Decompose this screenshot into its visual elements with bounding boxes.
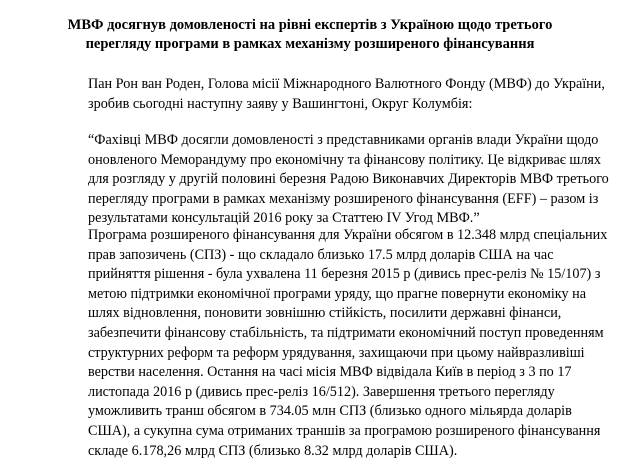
text-line: “Фахівці МВФ досягли домовленості з представниками органів влади України щодо: [88, 132, 599, 148]
text-line: Програма розширеного фінансування для України обсягом в 12.348 млрд спеціальних: [88, 227, 608, 243]
text-line: шлях відновлення, поновити зовнішню стійкість, посилити державні фінанси,: [88, 305, 562, 322]
text-line: Пан Рон ван Роден, Голова місії Міжнародного Валютного Фонду (МВФ) до України,: [88, 76, 605, 92]
title-line: МВФ досягнув домовленості на рівні експертів з Україною щодо третього: [67, 17, 553, 33]
text-line: США), а сукупна сума отриманих траншів за програмою розширеного фінансування: [88, 422, 601, 439]
text-line: складе 6.178,26 млрд СПЗ (близько 8.32 млрд доларів США).: [88, 442, 458, 459]
text-line: прав запозичень (СПЗ) - що складало близько 17.5 млрд доларів США на час: [88, 246, 554, 263]
quote-paragraph: [88, 131, 609, 229]
document-title: [0, 16, 620, 54]
text-line: оновленого Меморандуму про економічну та фінансову політику. Це відкриває шлях: [88, 151, 602, 168]
title-line: перегляду програми в рамках механізму розширеного фінансування: [85, 36, 535, 52]
text-line: результатами консультацій 2016 року за Статтею IV Угод МВФ.”: [88, 210, 480, 227]
text-line: прийняття рішення - була ухвалена 11 березня 2015 р (дивись прес-реліз № 15/107) з: [88, 266, 601, 283]
text-line: для розгляду у другій половині березня Радою Виконавчих Директорів МВФ третього: [88, 171, 609, 188]
text-line: забезпечити фінансову стабільність, та підтримати економічний поступ проведенням: [88, 324, 604, 341]
text-line: уможливить транш обсягом в 734.05 млн СПЗ (близько одного мільярда доларів: [88, 403, 572, 420]
intro-paragraph: [88, 75, 605, 114]
text-line: метою підтримки економічної програми уряду, що прагне повернути економіку на: [88, 285, 587, 302]
text-line: перегляду програми в рамках механізму розширеного фінансування (EFF) – разом із: [88, 190, 599, 207]
text-line: зробив сьогодні наступну заяву у Вашингтоні, Округ Колумбія:: [88, 95, 473, 112]
program-paragraph: [88, 226, 608, 461]
text-line: верстви населення. Остання на часі місія МВФ відвідала Київ в період з 3 по 17: [88, 364, 572, 381]
text-line: структурних реформ та реформ урядування, захищаючи при цьому найвразливіші: [88, 344, 585, 361]
text-line: листопада 2016 р (дивись прес-реліз 16/512). Завершення третього перегляду: [88, 383, 555, 400]
